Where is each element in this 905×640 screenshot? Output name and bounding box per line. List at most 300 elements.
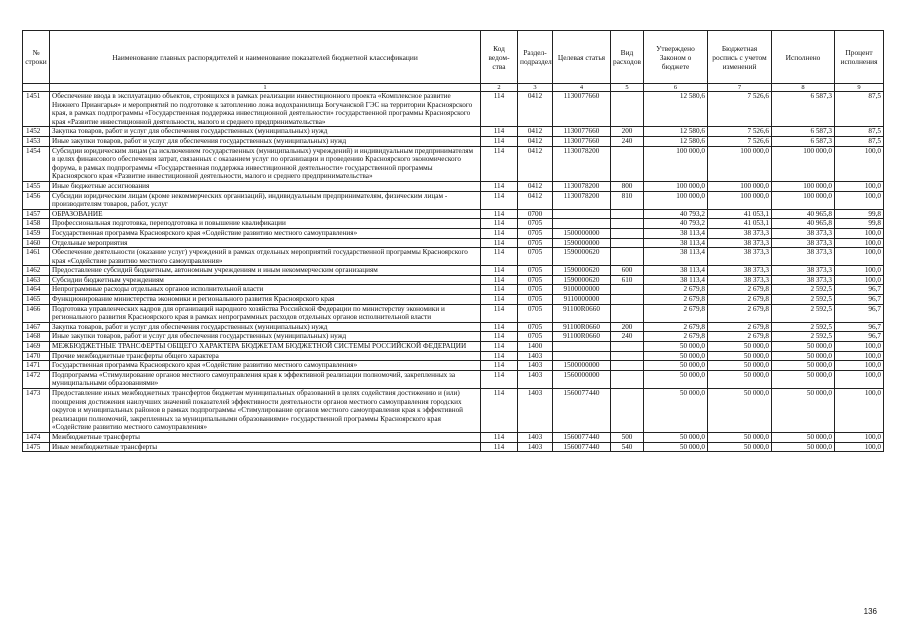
row-name-cell: Иные межбюджетные трансферты: [50, 442, 481, 452]
row-type-cell: 810: [611, 191, 644, 209]
row-target-cell: 1590000620: [553, 266, 611, 276]
row-approved-cell: 50 000,0: [644, 361, 708, 371]
row-budget-cell: 38 373,3: [708, 266, 772, 276]
row-approved-cell: 12 580,6: [644, 136, 708, 146]
row-number-cell: 1465: [23, 295, 50, 305]
table-row: [23, 219, 884, 229]
row-target-cell: 91100R0660: [553, 304, 611, 322]
row-executed-cell: 38 373,3: [772, 275, 835, 285]
row-type-cell: 540: [611, 442, 644, 452]
row-name-cell: Профессиональная подготовка, переподготовка и повышение квалификации: [50, 219, 481, 229]
row-percent-cell: 100,0: [835, 361, 884, 371]
row-name-cell: Предоставление иных межбюджетных трансфертов бюджетам муниципальных образований в целях содействия достижению и (или) поощрения достижения наилучших значений показателей эффективности деятельности органов местного самоуправления городских округов и муниципальных районов в рамках подпрограммы «Стимулирование органов местного самоуправления края к эффективной реализации полномочий, закрепленных за муниципальными образованиями» государственной программы Красноярского края «Содействие развитию местного самоуправления»: [50, 389, 481, 433]
row-target-cell: 1590000620: [553, 275, 611, 285]
row-executed-cell: 6 587,3: [772, 136, 835, 146]
row-executed-cell: 2 592,5: [772, 295, 835, 305]
row-section-cell: 0412: [518, 136, 553, 146]
row-budget-cell: 100 000,0: [708, 191, 772, 209]
header-percent: Процент исполнения: [835, 31, 884, 84]
row-section-cell: 0705: [518, 285, 553, 295]
row-number-cell: 1451: [23, 92, 50, 127]
budget-table: [22, 30, 884, 452]
row-name-cell: Государственная программа Красноярского края «Содействие развитию местного самоуправления»: [50, 228, 481, 238]
row-dept-cell: 114: [481, 295, 518, 305]
row-percent-cell: 87,5: [835, 92, 884, 127]
row-target-cell: 1130077660: [553, 127, 611, 137]
row-executed-cell: 40 965,8: [772, 209, 835, 219]
header-num: № строки: [23, 31, 50, 84]
row-number-cell: 1471: [23, 361, 50, 371]
row-budget-cell: 50 000,0: [708, 370, 772, 388]
row-dept-cell: 114: [481, 219, 518, 229]
row-name-cell: Подпрограмма «Стимулирование органов местного самоуправления края к эффективной реализации полномочий, закрепленных за муниципальными образованиями»: [50, 370, 481, 388]
row-budget-cell: 50 000,0: [708, 442, 772, 452]
column-number: 7: [708, 84, 772, 92]
row-section-cell: 0705: [518, 266, 553, 276]
table-row: [23, 322, 884, 332]
header-executed: Исполнено: [772, 31, 835, 84]
column-number: 9: [835, 84, 884, 92]
row-type-cell: [611, 304, 644, 322]
row-section-cell: 0705: [518, 238, 553, 248]
row-number-cell: 1463: [23, 275, 50, 285]
row-type-cell: [611, 370, 644, 388]
row-executed-cell: 50 000,0: [772, 389, 835, 433]
table-row: [23, 332, 884, 342]
row-percent-cell: 100,0: [835, 442, 884, 452]
row-approved-cell: 2 679,8: [644, 322, 708, 332]
row-name-cell: МЕЖБЮДЖЕТНЫЕ ТРАНСФЕРТЫ ОБЩЕГО ХАРАКТЕРА БЮДЖЕТАМ БЮДЖЕТНОЙ СИСТЕМЫ РОССИЙСКОЙ ФЕДЕРАЦИИ: [50, 342, 481, 352]
row-type-cell: [611, 248, 644, 266]
header-section: Раздел-подраздел: [518, 31, 553, 84]
row-approved-cell: 12 580,6: [644, 127, 708, 137]
table-row: [23, 285, 884, 295]
row-number-cell: 1456: [23, 191, 50, 209]
row-section-cell: 1403: [518, 389, 553, 433]
row-number-cell: 1459: [23, 228, 50, 238]
row-percent-cell: 96,7: [835, 304, 884, 322]
row-dept-cell: 114: [481, 266, 518, 276]
table-row: [23, 238, 884, 248]
row-approved-cell: 38 113,4: [644, 248, 708, 266]
row-section-cell: 0705: [518, 304, 553, 322]
row-approved-cell: 50 000,0: [644, 342, 708, 352]
row-budget-cell: 41 053,1: [708, 209, 772, 219]
row-percent-cell: 100,0: [835, 266, 884, 276]
row-number-cell: 1457: [23, 209, 50, 219]
row-type-cell: 240: [611, 136, 644, 146]
table-row: [23, 342, 884, 352]
row-budget-cell: 7 526,6: [708, 136, 772, 146]
column-number: 6: [644, 84, 708, 92]
row-budget-cell: 50 000,0: [708, 342, 772, 352]
row-approved-cell: 50 000,0: [644, 442, 708, 452]
row-name-cell: Подготовка управленческих кадров для организаций народного хозяйства Российской Федерации по министерству экономики и регионального развития Красноярского края в рамках непрограммных расходов отдельных органов исполнительной власти: [50, 304, 481, 322]
row-number-cell: 1467: [23, 322, 50, 332]
row-dept-cell: 114: [481, 181, 518, 191]
row-section-cell: 1403: [518, 361, 553, 371]
column-number: 1: [50, 84, 481, 92]
row-number-cell: 1461: [23, 248, 50, 266]
row-number-cell: 1474: [23, 432, 50, 442]
row-section-cell: 0705: [518, 295, 553, 305]
row-executed-cell: 100 000,0: [772, 146, 835, 181]
row-approved-cell: 40 793,2: [644, 209, 708, 219]
row-type-cell: [611, 295, 644, 305]
row-percent-cell: 100,0: [835, 351, 884, 361]
row-approved-cell: 12 580,6: [644, 92, 708, 127]
row-executed-cell: 2 592,5: [772, 285, 835, 295]
row-name-cell: Непрограммные расходы отдельных органов исполнительной власти: [50, 285, 481, 295]
row-type-cell: 200: [611, 322, 644, 332]
row-target-cell: 1560077440: [553, 389, 611, 433]
row-target-cell: 1560000000: [553, 370, 611, 388]
table-row: [23, 361, 884, 371]
row-target-cell: [553, 342, 611, 352]
row-type-cell: [611, 219, 644, 229]
row-executed-cell: 38 373,3: [772, 248, 835, 266]
row-approved-cell: 100 000,0: [644, 146, 708, 181]
row-approved-cell: 40 793,2: [644, 219, 708, 229]
row-name-cell: Государственная программа Красноярского края «Содействие развитию местного самоуправления»: [50, 361, 481, 371]
table-row: [23, 191, 884, 209]
header-budget: Бюджетная роспись с учетом изменений: [708, 31, 772, 84]
row-name-cell: Функционирование министерства экономики и регионального развития Красноярского края: [50, 295, 481, 305]
row-type-cell: [611, 238, 644, 248]
row-budget-cell: 50 000,0: [708, 361, 772, 371]
row-budget-cell: 2 679,8: [708, 295, 772, 305]
row-type-cell: [611, 285, 644, 295]
row-target-cell: [553, 219, 611, 229]
row-name-cell: Иные закупки товаров, работ и услуг для обеспечения государственных (муниципальных) нужд: [50, 136, 481, 146]
row-type-cell: [611, 146, 644, 181]
row-type-cell: 800: [611, 181, 644, 191]
table-row: [23, 432, 884, 442]
row-section-cell: 0705: [518, 275, 553, 285]
row-name-cell: Иные закупки товаров, работ и услуг для обеспечения государственных (муниципальных) нужд: [50, 332, 481, 342]
header-dept: Код ведом-ства: [481, 31, 518, 84]
row-target-cell: 1560077440: [553, 442, 611, 452]
row-budget-cell: 2 679,8: [708, 285, 772, 295]
row-dept-cell: 114: [481, 228, 518, 238]
row-percent-cell: 100,0: [835, 238, 884, 248]
row-number-cell: 1460: [23, 238, 50, 248]
row-type-cell: [611, 92, 644, 127]
row-executed-cell: 50 000,0: [772, 432, 835, 442]
table-row: [23, 92, 884, 127]
row-type-cell: [611, 361, 644, 371]
row-section-cell: 0412: [518, 92, 553, 127]
row-number-cell: 1455: [23, 181, 50, 191]
row-section-cell: 1403: [518, 370, 553, 388]
row-executed-cell: 38 373,3: [772, 266, 835, 276]
row-percent-cell: 100,0: [835, 432, 884, 442]
row-approved-cell: 100 000,0: [644, 181, 708, 191]
row-dept-cell: 114: [481, 92, 518, 127]
column-number: 4: [553, 84, 611, 92]
column-number: 2: [481, 84, 518, 92]
row-name-cell: Отдельные мероприятия: [50, 238, 481, 248]
row-name-cell: ОБРАЗОВАНИЕ: [50, 209, 481, 219]
row-section-cell: 0705: [518, 228, 553, 238]
column-number-row: [23, 84, 884, 92]
row-name-cell: Обеспечение ввода в эксплуатацию объектов, строящихся в рамках реализации инвестиционного проекта «Комплексное развитие Нижнего Приангарья» и мероприятий по подготовке к затоплению ложа водохранилища Богучанской ГЭС на территории Красноярского края, в рамках подпрограммы «Государственная поддержка инвестиционной деятельности» государственной программы Красноярского края «Развитие инвестиционной деятельности, малого и среднего предпринимательства»: [50, 92, 481, 127]
row-percent-cell: 100,0: [835, 342, 884, 352]
row-budget-cell: 38 373,3: [708, 248, 772, 266]
table-row: [23, 351, 884, 361]
row-approved-cell: 2 679,8: [644, 304, 708, 322]
row-budget-cell: 100 000,0: [708, 146, 772, 181]
row-budget-cell: 2 679,8: [708, 322, 772, 332]
row-name-cell: Иные бюджетные ассигнования: [50, 181, 481, 191]
row-approved-cell: 2 679,8: [644, 285, 708, 295]
row-executed-cell: 38 373,3: [772, 238, 835, 248]
table-row: [23, 275, 884, 285]
row-section-cell: 0705: [518, 219, 553, 229]
row-approved-cell: 38 113,4: [644, 238, 708, 248]
row-name-cell: Субсидии бюджетным учреждениям: [50, 275, 481, 285]
row-executed-cell: 50 000,0: [772, 342, 835, 352]
row-dept-cell: 114: [481, 304, 518, 322]
row-section-cell: 0700: [518, 209, 553, 219]
table-row: [23, 146, 884, 181]
row-executed-cell: 2 592,5: [772, 322, 835, 332]
row-section-cell: 1403: [518, 351, 553, 361]
table-row: [23, 127, 884, 137]
row-executed-cell: 2 592,5: [772, 332, 835, 342]
row-type-cell: [611, 351, 644, 361]
row-target-cell: 1130077660: [553, 92, 611, 127]
row-budget-cell: 38 373,3: [708, 228, 772, 238]
row-type-cell: 500: [611, 432, 644, 442]
row-approved-cell: 50 000,0: [644, 389, 708, 433]
row-approved-cell: 100 000,0: [644, 191, 708, 209]
table-row: [23, 209, 884, 219]
row-number-cell: 1470: [23, 351, 50, 361]
row-percent-cell: 100,0: [835, 228, 884, 238]
row-section-cell: 1400: [518, 342, 553, 352]
row-budget-cell: 50 000,0: [708, 389, 772, 433]
row-percent-cell: 100,0: [835, 370, 884, 388]
row-number-cell: 1475: [23, 442, 50, 452]
row-type-cell: [611, 209, 644, 219]
row-budget-cell: 38 373,3: [708, 238, 772, 248]
row-executed-cell: 50 000,0: [772, 351, 835, 361]
row-budget-cell: 41 053,1: [708, 219, 772, 229]
row-number-cell: 1464: [23, 285, 50, 295]
row-target-cell: 1130077660: [553, 136, 611, 146]
column-number: 3: [518, 84, 553, 92]
row-type-cell: [611, 342, 644, 352]
row-dept-cell: 114: [481, 136, 518, 146]
row-target-cell: 1500000000: [553, 228, 611, 238]
row-target-cell: 91100R0660: [553, 322, 611, 332]
row-dept-cell: 114: [481, 191, 518, 209]
row-type-cell: 600: [611, 266, 644, 276]
table-header-row: [23, 31, 884, 84]
row-target-cell: 1130078200: [553, 146, 611, 181]
row-dept-cell: 114: [481, 342, 518, 352]
row-percent-cell: 100,0: [835, 248, 884, 266]
row-number-cell: 1469: [23, 342, 50, 352]
row-approved-cell: 38 113,4: [644, 228, 708, 238]
row-percent-cell: 96,7: [835, 285, 884, 295]
row-number-cell: 1468: [23, 332, 50, 342]
row-target-cell: 91100R0660: [553, 332, 611, 342]
table-body: [23, 92, 884, 452]
row-name-cell: Прочие межбюджетные трансферты общего характера: [50, 351, 481, 361]
row-dept-cell: 114: [481, 238, 518, 248]
row-target-cell: 1500000000: [553, 361, 611, 371]
row-number-cell: 1453: [23, 136, 50, 146]
table-row: [23, 370, 884, 388]
row-approved-cell: 38 113,4: [644, 266, 708, 276]
row-executed-cell: 50 000,0: [772, 361, 835, 371]
header-name: Наименование главных распорядителей и наименование показателей бюджетной классификации: [50, 31, 481, 84]
row-percent-cell: 96,7: [835, 295, 884, 305]
row-dept-cell: 114: [481, 389, 518, 433]
row-target-cell: 9100000000: [553, 285, 611, 295]
row-target-cell: [553, 351, 611, 361]
row-budget-cell: 7 526,6: [708, 127, 772, 137]
table-row: [23, 136, 884, 146]
row-dept-cell: 114: [481, 248, 518, 266]
row-name-cell: Межбюджетные трансферты: [50, 432, 481, 442]
row-number-cell: 1454: [23, 146, 50, 181]
row-executed-cell: 50 000,0: [772, 370, 835, 388]
row-percent-cell: 100,0: [835, 146, 884, 181]
header-approved: Утверждено Законом о бюджете: [644, 31, 708, 84]
row-section-cell: 0705: [518, 322, 553, 332]
table-row: [23, 389, 884, 433]
row-executed-cell: 40 965,8: [772, 219, 835, 229]
row-percent-cell: 100,0: [835, 191, 884, 209]
row-dept-cell: 114: [481, 361, 518, 371]
header-type: Вид расходов: [611, 31, 644, 84]
row-executed-cell: 6 587,3: [772, 127, 835, 137]
row-number-cell: 1458: [23, 219, 50, 229]
row-name-cell: Субсидии юридическим лицам (кроме некоммерческих организаций), индивидуальным предпринимателям, физическим лицам - производителям товаров, работ, услуг: [50, 191, 481, 209]
row-dept-cell: 114: [481, 127, 518, 137]
table-row: [23, 304, 884, 322]
row-target-cell: 1130078200: [553, 191, 611, 209]
row-target-cell: 9110000000: [553, 295, 611, 305]
row-target-cell: [553, 209, 611, 219]
row-target-cell: 1130078200: [553, 181, 611, 191]
row-percent-cell: 87,5: [835, 127, 884, 137]
row-number-cell: 1466: [23, 304, 50, 322]
row-percent-cell: 87,5: [835, 136, 884, 146]
row-approved-cell: 2 679,8: [644, 332, 708, 342]
row-type-cell: [611, 389, 644, 433]
row-section-cell: 0412: [518, 191, 553, 209]
row-number-cell: 1462: [23, 266, 50, 276]
row-budget-cell: 2 679,8: [708, 304, 772, 322]
row-budget-cell: 50 000,0: [708, 351, 772, 361]
table-row: [23, 181, 884, 191]
row-budget-cell: 100 000,0: [708, 181, 772, 191]
table-row: [23, 228, 884, 238]
row-executed-cell: 38 373,3: [772, 228, 835, 238]
row-executed-cell: 50 000,0: [772, 442, 835, 452]
row-type-cell: 610: [611, 275, 644, 285]
row-type-cell: [611, 228, 644, 238]
row-budget-cell: 50 000,0: [708, 432, 772, 442]
row-number-cell: 1452: [23, 127, 50, 137]
row-dept-cell: 114: [481, 146, 518, 181]
row-name-cell: Предоставление субсидий бюджетным, автономным учреждениям и иным некоммерческим организациям: [50, 266, 481, 276]
column-number: 5: [611, 84, 644, 92]
row-section-cell: 0705: [518, 332, 553, 342]
row-section-cell: 1403: [518, 432, 553, 442]
budget-table-container: [22, 30, 883, 452]
row-name-cell: Обеспечение деятельности (оказание услуг) учреждений в рамках отдельных мероприятий государственной программы Красноярского края «Содействие развитию местного самоуправления»: [50, 248, 481, 266]
row-dept-cell: 114: [481, 322, 518, 332]
row-approved-cell: 50 000,0: [644, 370, 708, 388]
page-number: 136: [863, 607, 877, 616]
row-percent-cell: 100,0: [835, 389, 884, 433]
row-percent-cell: 99,8: [835, 219, 884, 229]
row-number-cell: 1473: [23, 389, 50, 433]
row-number-cell: 1472: [23, 370, 50, 388]
row-percent-cell: 96,7: [835, 322, 884, 332]
row-dept-cell: 114: [481, 370, 518, 388]
row-percent-cell: 100,0: [835, 275, 884, 285]
row-percent-cell: 96,7: [835, 332, 884, 342]
row-approved-cell: 50 000,0: [644, 432, 708, 442]
row-budget-cell: 38 373,3: [708, 275, 772, 285]
row-section-cell: 0412: [518, 181, 553, 191]
table-row: [23, 295, 884, 305]
row-name-cell: Закупка товаров, работ и услуг для обеспечения государственных (муниципальных) нужд: [50, 127, 481, 137]
table-row: [23, 442, 884, 452]
row-dept-cell: 114: [481, 332, 518, 342]
row-type-cell: 200: [611, 127, 644, 137]
row-dept-cell: 114: [481, 209, 518, 219]
row-dept-cell: 114: [481, 432, 518, 442]
row-target-cell: 1590000620: [553, 248, 611, 266]
row-dept-cell: 114: [481, 442, 518, 452]
row-dept-cell: 114: [481, 351, 518, 361]
row-executed-cell: 100 000,0: [772, 191, 835, 209]
table-row: [23, 266, 884, 276]
row-percent-cell: 99,8: [835, 209, 884, 219]
row-section-cell: 0412: [518, 146, 553, 181]
row-section-cell: 1403: [518, 442, 553, 452]
row-section-cell: 0705: [518, 248, 553, 266]
row-approved-cell: 38 113,4: [644, 275, 708, 285]
row-approved-cell: 2 679,8: [644, 295, 708, 305]
row-budget-cell: 2 679,8: [708, 332, 772, 342]
row-dept-cell: 114: [481, 275, 518, 285]
table-row: [23, 248, 884, 266]
column-number: 8: [772, 84, 835, 92]
row-percent-cell: 100,0: [835, 181, 884, 191]
header-target: Целевая статья: [553, 31, 611, 84]
row-executed-cell: 100 000,0: [772, 181, 835, 191]
row-name-cell: Закупка товаров, работ и услуг для обеспечения государственных (муниципальных) нужд: [50, 322, 481, 332]
column-number: [23, 84, 50, 92]
row-target-cell: 1590000000: [553, 238, 611, 248]
row-name-cell: Субсидии юридическим лицам (за исключением государственных (муниципальных) учреждений) и индивидуальным предпринимателям в целях финансового обеспечения затрат, связанных с оказанием услуг по организации и проведению Красноярского экономического форума, в рамках подпрограммы «Государственная поддержка инвестиционной деятельности» государственной программы Красноярского края «Развитие инвестиционной деятельности, малого и среднего предпринимательства»: [50, 146, 481, 181]
row-executed-cell: 2 592,5: [772, 304, 835, 322]
row-approved-cell: 50 000,0: [644, 351, 708, 361]
row-dept-cell: 114: [481, 285, 518, 295]
row-type-cell: 240: [611, 332, 644, 342]
row-target-cell: 1560077440: [553, 432, 611, 442]
row-section-cell: 0412: [518, 127, 553, 137]
row-executed-cell: 6 587,3: [772, 92, 835, 127]
